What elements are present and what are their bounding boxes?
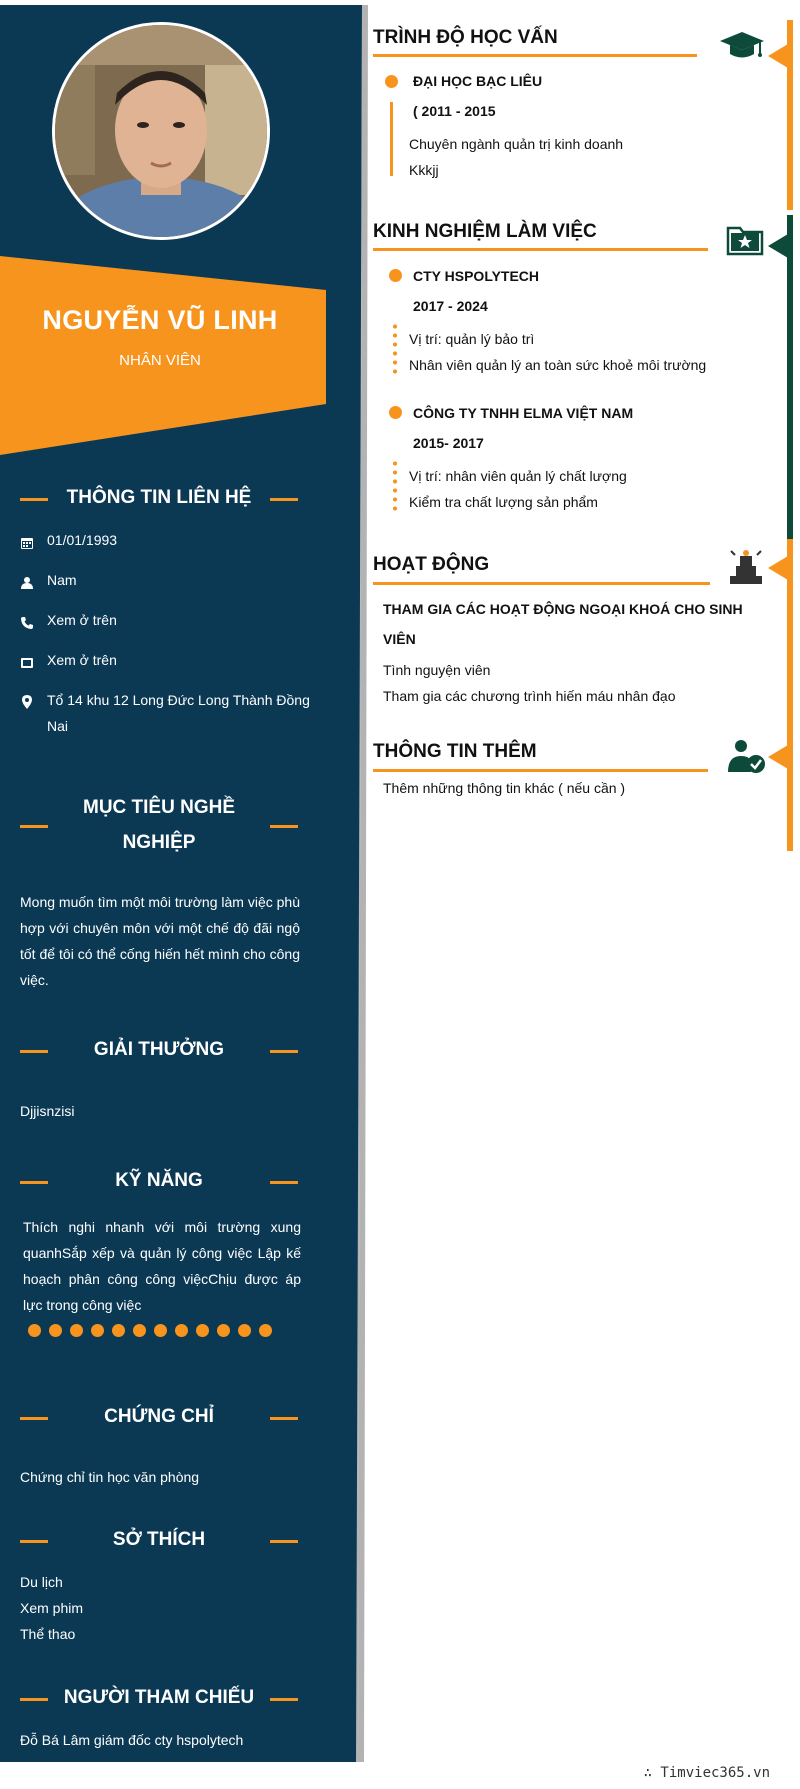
section-underline	[373, 54, 697, 57]
rating-dot	[28, 1324, 41, 1337]
award-podium-icon	[728, 548, 764, 591]
education-note: Kkkjj	[409, 162, 439, 178]
hobby-item: Xem phim	[20, 1600, 84, 1616]
rating-dot	[133, 1324, 146, 1337]
timeline-marker	[768, 234, 788, 258]
section-title-awards: GIẢI THƯỞNG	[20, 1032, 298, 1067]
job-company: CÔNG TY TNHH ELMA VIỆT NAM	[413, 405, 634, 421]
contact-address: Tổ 14 khu 12 Long Đức Long Thành Đồng Nai	[20, 687, 310, 739]
section-title-experience: KINH NGHIỆM LÀM VIỆC	[373, 221, 597, 242]
graduation-cap-icon	[720, 30, 764, 67]
timeline-marker	[768, 556, 788, 580]
calendar-icon	[20, 527, 47, 558]
job-position: Vị trí: quản lý bảo trì	[409, 331, 535, 347]
timeline-marker	[768, 44, 788, 68]
contact-email: Xem ở trên	[20, 647, 310, 678]
timeline-dots	[393, 459, 397, 513]
rating-dot	[112, 1324, 125, 1337]
job-position: Vị trí: nhân viên quản lý chất lượng	[409, 468, 627, 484]
section-title-objective: MỤC TIÊU NGHỀ NGHIỆP	[20, 790, 298, 860]
timeline-bar-experience	[787, 215, 793, 539]
job-period: 2017 - 2024	[413, 298, 488, 314]
job-description: Kiểm tra chất lượng sản phẩm	[409, 494, 598, 510]
section-underline	[373, 582, 710, 585]
references-text: Đỗ Bá Lâm giám đốc cty hspolytech	[20, 1732, 244, 1748]
hobby-item: Du lịch	[20, 1574, 63, 1590]
education-school: ĐẠI HỌC BẠC LIÊU	[413, 73, 543, 89]
hobby-item: Thể thao	[20, 1626, 76, 1642]
section-title-skills: KỸ NĂNG	[20, 1163, 298, 1198]
skills-text: Thích nghi nhanh với môi trường xung quanhSắp xếp và quản lý công việc Lập kế hoạch phân công công việcChịu được áp lực trong công việc	[23, 1219, 301, 1313]
rating-dot	[259, 1324, 272, 1337]
contact-gender: Nam	[20, 567, 310, 598]
activities-heading: THAM GIA CÁC HOẠT ĐỘNG NGOẠI KHOÁ CHO SINH VIÊN	[383, 601, 743, 647]
avatar	[52, 22, 270, 240]
rating-dot	[91, 1324, 104, 1337]
user-icon	[20, 567, 47, 598]
job-description: Nhân viên quản lý an toàn sức khoẻ môi trường	[409, 357, 707, 373]
section-title-hobbies: SỞ THÍCH	[20, 1522, 298, 1557]
additional-text: Thêm những thông tin khác ( nếu cần )	[383, 780, 626, 796]
section-underline	[373, 769, 708, 772]
education-major: Chuyên ngành quản trị kinh doanh	[409, 136, 624, 152]
user-check-icon	[726, 738, 766, 779]
footer-brand: ∴ Timviec365.vn	[643, 1765, 770, 1781]
section-title-activities: HOẠT ĐỘNG	[373, 554, 490, 575]
timeline-bullet	[389, 406, 402, 419]
timeline-bullet	[389, 269, 402, 282]
activity-item: Tình nguyện viên	[383, 662, 491, 678]
job-period: 2015- 2017	[413, 435, 484, 451]
timeline-dots	[393, 322, 397, 376]
section-underline	[373, 248, 708, 251]
activity-item: Tham gia các chương trình hiến máu nhân đạo	[383, 688, 676, 704]
rating-dot	[175, 1324, 188, 1337]
rating-dot	[154, 1324, 167, 1337]
section-title-education: TRÌNH ĐỘ HỌC VẤN	[373, 27, 558, 48]
rating-dot	[49, 1324, 62, 1337]
skill-rating	[28, 1324, 272, 1337]
rating-dot	[238, 1324, 251, 1337]
job-company: CTY HSPOLYTECH	[413, 268, 540, 284]
contact-phone: Xem ở trên	[20, 607, 310, 638]
rating-dot	[196, 1324, 209, 1337]
awards-text: Djjisnzisi	[20, 1103, 75, 1119]
objective-text: Mong muốn tìm một môi trường làm việc phù hợp với chuyên môn với một chế độ đãi ngộ tốt để tôi có thể cống hiến hết mình cho công việc.	[20, 894, 300, 988]
contact-birthday: 01/01/1993	[20, 527, 310, 558]
timeline-marker	[768, 745, 788, 769]
timeline-line	[390, 102, 393, 176]
education-period: ( 2011 - 2015	[413, 103, 496, 119]
email-icon	[20, 647, 47, 678]
section-title-certificates: CHỨNG CHỈ	[20, 1399, 298, 1434]
timeline-bullet	[385, 75, 398, 88]
section-title-references: NGƯỜI THAM CHIẾU	[20, 1680, 298, 1715]
rating-dot	[70, 1324, 83, 1337]
location-pin-icon	[20, 687, 47, 739]
section-title-contact: THÔNG TIN LIÊN HỆ	[20, 480, 298, 515]
phone-icon	[20, 607, 47, 638]
timeline-bar-activities	[787, 539, 793, 851]
certificates-text: Chứng chỉ tin học văn phòng	[20, 1469, 200, 1485]
section-title-additional: THÔNG TIN THÊM	[373, 741, 537, 762]
candidate-role: NHÂN VIÊN	[119, 352, 201, 369]
candidate-name: NGUYỄN VŨ LINH	[42, 305, 278, 335]
star-folder-icon	[726, 224, 764, 261]
rating-dot	[217, 1324, 230, 1337]
